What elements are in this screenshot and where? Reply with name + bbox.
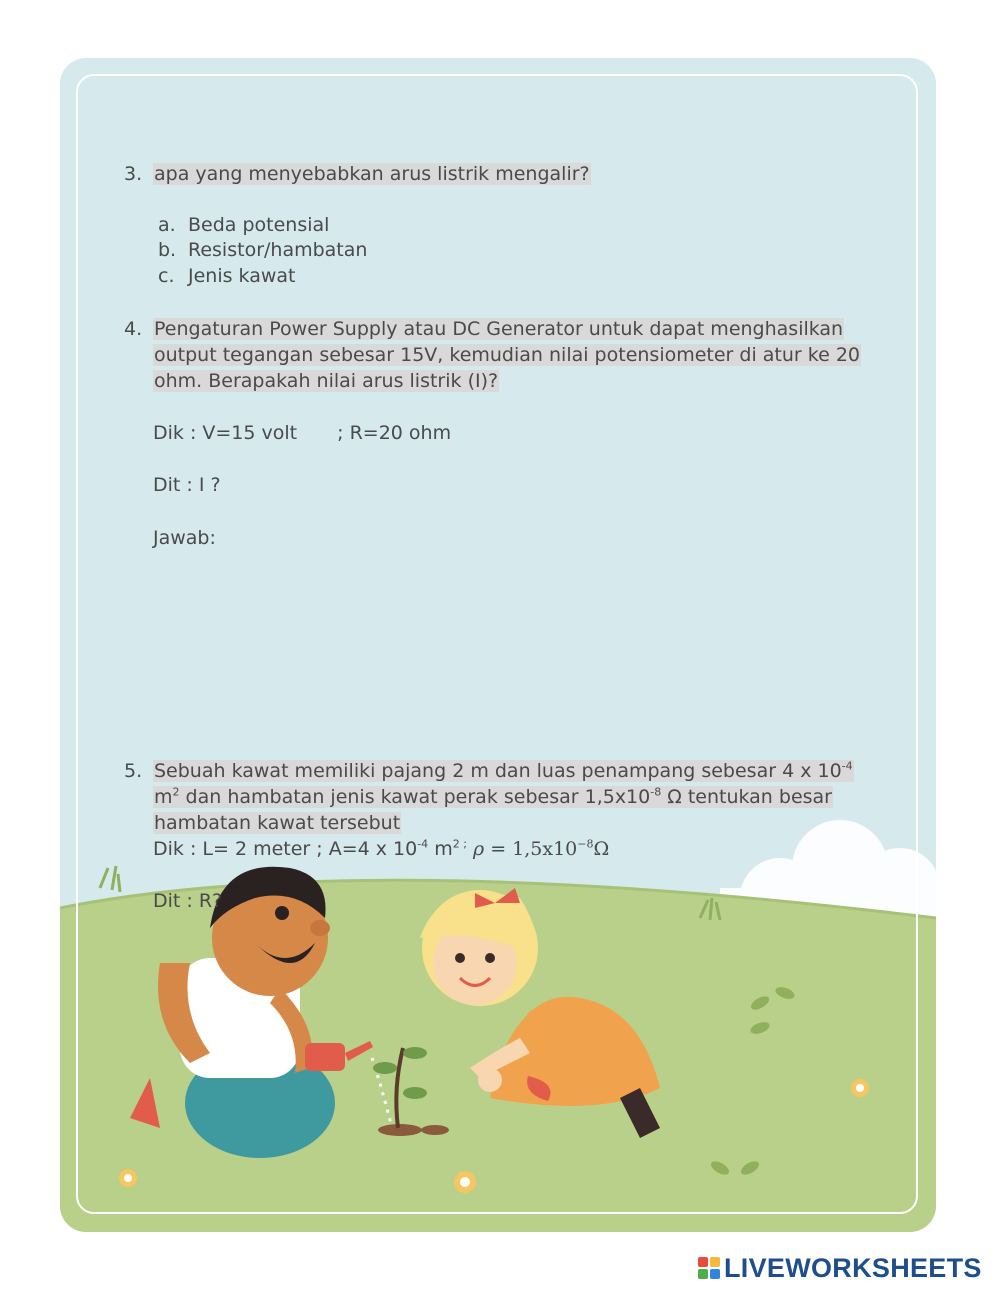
rho-value: 1,5x10 — [512, 838, 578, 860]
question-text: apa yang menyebabkan arus listrik mengalir? — [154, 163, 590, 185]
q4-answer-label: Jawab: — [153, 527, 216, 549]
rho-symbol: ρ = — [472, 838, 513, 860]
question-4 — [124, 316, 861, 394]
known-resistance: ; R=20 ohm — [337, 422, 452, 444]
unit-m: m — [428, 838, 453, 860]
question-number: 5. — [124, 760, 143, 782]
question-3 — [124, 161, 591, 187]
question-line-1: Sebuah kawat memiliki pajang 2 m dan luas penampang sebesar 4 x 10 — [154, 760, 842, 782]
exponent: -4 — [841, 759, 853, 773]
q4-answer-area[interactable] — [153, 555, 903, 735]
option-letter: b. — [158, 239, 177, 261]
logo-text: LIVEWORKSHEETS — [724, 1252, 982, 1283]
resistivity-formula — [473, 838, 609, 860]
known-voltage: Dik : V=15 volt — [153, 422, 298, 444]
unit-m: m — [154, 786, 173, 808]
option-letter: c. — [158, 265, 175, 287]
known-length-area: Dik : L= 2 meter ; A=4 x 10 — [153, 838, 418, 860]
exponent: −8 — [577, 837, 594, 851]
ohm-unit: Ω — [593, 838, 610, 860]
exponent: 2 ; — [452, 837, 467, 851]
option-c[interactable] — [158, 264, 296, 289]
question-5 — [124, 758, 854, 836]
option-b[interactable] — [158, 238, 367, 263]
q5-asked: Dit : R? — [153, 890, 223, 912]
exponent: -8 — [650, 785, 662, 799]
question-line-1: Pengaturan Power Supply atau DC Generator untuk dapat menghasilkan — [154, 318, 844, 340]
option-text: Resistor/hambatan — [188, 239, 368, 261]
exponent: -4 — [417, 837, 429, 851]
exponent: 2 — [172, 785, 180, 799]
q4-asked: Dit : I ? — [153, 474, 221, 496]
question-line-2: output tegangan sebesar 15V, kemudian nilai potensiometer di atur ke 20 — [154, 344, 861, 366]
option-letter: a. — [158, 214, 176, 236]
logo-mark — [698, 1257, 720, 1279]
question-line-3: ohm. Berapakah nilai arus listrik (I)? — [154, 370, 499, 392]
question-line-3: hambatan kawat tersebut — [154, 812, 401, 834]
question-line-2-end: Ω tentukan besar — [661, 786, 832, 808]
option-a[interactable] — [158, 213, 329, 238]
question-number: 4. — [124, 318, 143, 340]
q4-known-values — [153, 420, 451, 446]
question-number: 3. — [124, 163, 143, 185]
q5-known-values — [153, 836, 609, 862]
liveworksheets-logo[interactable] — [698, 1253, 982, 1283]
option-text: Jenis kawat — [188, 265, 296, 287]
question-line-2: dan hambatan jenis kawat perak sebesar 1,5x10 — [179, 786, 651, 808]
option-text: Beda potensial — [188, 214, 330, 236]
